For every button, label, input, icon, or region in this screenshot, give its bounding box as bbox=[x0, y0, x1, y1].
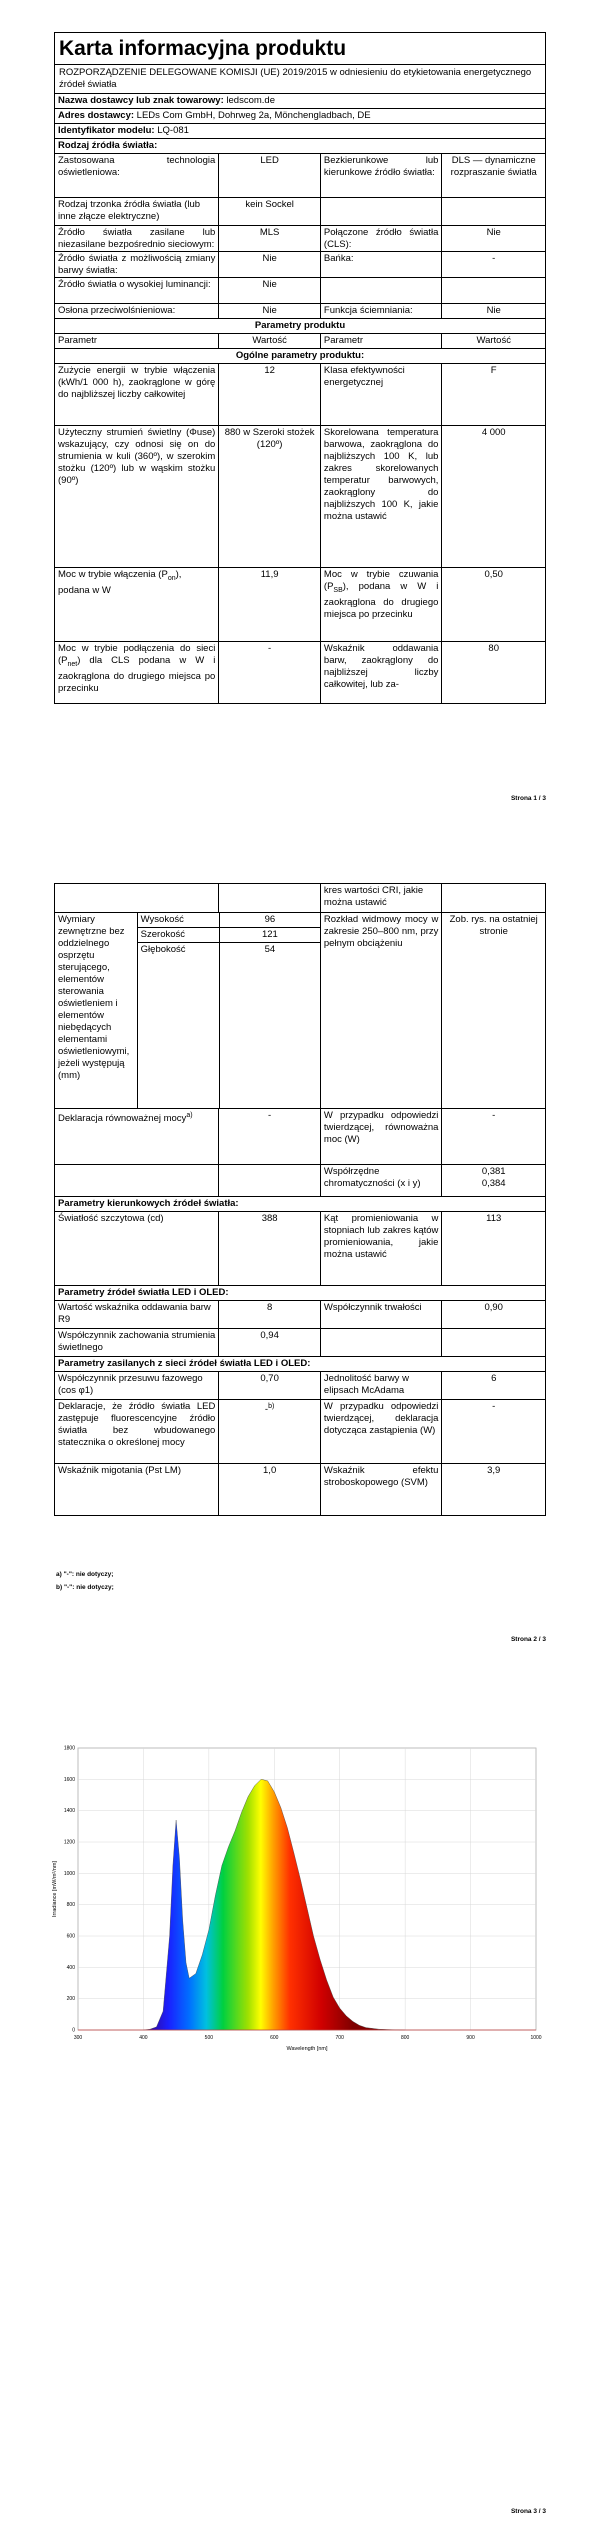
mains-value: MLS bbox=[218, 226, 320, 251]
supplier-row: Nazwa dostawcy lub znak towarowy: ledscom.de bbox=[58, 95, 275, 106]
equiv-power-value: - bbox=[218, 1109, 320, 1164]
height-label: Wysokość bbox=[140, 914, 184, 925]
lumen-maint-value: 0,94 bbox=[218, 1329, 320, 1356]
cct-label: Skorelowana temperatura barwowa, zaokrąglona do najbliższych 100 K, lub zakres skorelowanych temperatur barwowych, zaokrąglony do najbliższych 100 K, jakie można ustawić bbox=[320, 426, 442, 567]
connected-value: Nie bbox=[441, 226, 545, 251]
dimensions-label: Wymiary zewnętrzne bez oddzielnego osprzętu sterującego, elementów sterowania oświetleniem i elementów niebędących elementami oświetleniowymi, jeżeli występują (mm) bbox=[58, 914, 130, 1081]
networked-label: Moc w trybie podłączenia do sieci $(P_{net})$ dla CLS podana w W i zaokrąglona do drugiego miejsca po przecinku bbox=[58, 643, 216, 694]
x-axis-label: Wavelength [nm] bbox=[286, 2046, 328, 2052]
replacement-label: Deklaracje, że źródło światła LED zastępuje fluorescencyjne źródło światła bez wbudowanego statecznika o określonej mocy bbox=[58, 1401, 216, 1448]
connected-label: Połączone źródło światła (CLS): bbox=[320, 226, 442, 251]
col-header-param-1: Parametr bbox=[58, 335, 98, 346]
col-header-value-1: Wartość bbox=[218, 334, 320, 348]
colour-tunable-value: Nie bbox=[218, 252, 320, 277]
page-number: Strona 2 / 3 bbox=[510, 1636, 546, 1643]
led-heading: Parametry źródeł światła LED i OLED: bbox=[58, 1287, 229, 1298]
width-value: 121 bbox=[219, 928, 320, 942]
dimensions-grid bbox=[137, 913, 320, 1108]
page-3 bbox=[0, 1720, 595, 2526]
flicker-label: Wskaźnik migotania (Pst LM) bbox=[58, 1465, 182, 1476]
model-row: Identyfikator modelu: LQ-081 bbox=[58, 125, 189, 136]
spectral-label: Rozkład widmowy mocy w zakresie 250–800 nm, przy pełnym obciążeniu bbox=[320, 913, 442, 1108]
replacement-value: -$^{b)}$ bbox=[218, 1400, 320, 1463]
y-tick-label: 1200 bbox=[63, 1839, 75, 1846]
socket-value: kein Sockel bbox=[218, 198, 320, 225]
x-tick-label: 500 bbox=[204, 2035, 214, 2041]
depth-label: Głębokość bbox=[140, 944, 186, 955]
col-header-value-2: Wartość bbox=[441, 334, 545, 348]
spectral-value: Zob. rys. na ostatniej stronie bbox=[441, 913, 545, 1108]
power-on-label: Moc w trybie włączenia $(P_{on})$, podana w W bbox=[58, 569, 182, 596]
product-sheet-table-page-2 bbox=[54, 883, 546, 1516]
flux-value: 880 w Szeroki stożek (120º) bbox=[218, 426, 320, 567]
networked-value: - bbox=[218, 642, 320, 703]
colour-tunable-label: Źródło światła z możliwością zmiany barwy światła: bbox=[58, 253, 216, 276]
y-tick-label: 400 bbox=[66, 1964, 75, 1971]
tech-label: Zastosowana technologia oświetleniowa: bbox=[58, 155, 216, 178]
macadam-label: Jednolitość barwy w elipsach McAdama bbox=[320, 1372, 442, 1399]
x-tick-label: 600 bbox=[270, 2035, 279, 2041]
x-tick-label: 900 bbox=[466, 2035, 475, 2041]
x-tick-label: 300 bbox=[73, 2035, 83, 2041]
displacement-label: Współczynnik przesuwu fazowego (cos φ1) bbox=[58, 1373, 203, 1396]
dimmable-value: Nie bbox=[441, 304, 545, 318]
footnotes bbox=[56, 1568, 114, 1594]
beam-angle-value: 113 bbox=[441, 1212, 545, 1285]
mains-label: Źródło światła zasilane lub niezasilane bezpośrednio sieciowym: bbox=[58, 227, 216, 250]
envelope-label: Bańka: bbox=[320, 252, 442, 277]
peak-intensity-label: Światłość szczytowa (cd) bbox=[58, 1213, 164, 1224]
y-tick-label: 1000 bbox=[63, 1870, 75, 1877]
eff-class-value: F bbox=[441, 364, 545, 425]
beam-angle-label: Kąt promieniowania w stopniach lub zakres kątów promieniowania, jakie można ustawić bbox=[320, 1212, 442, 1285]
page-number: Strona 3 / 3 bbox=[510, 2508, 546, 2515]
tech-value: LED bbox=[218, 154, 320, 197]
width-label: Szerokość bbox=[140, 929, 186, 940]
general-heading: Ogólne parametry produktu: bbox=[235, 350, 365, 361]
replacement-watt-label: W przypadku odpowiedzi twierdzącej, deklaracja dotycząca zastąpienia (W) bbox=[320, 1400, 442, 1463]
dls-heading: Parametry kierunkowych źródeł światła: bbox=[58, 1198, 239, 1209]
standby-label: Moc w trybie czuwania $(P_{SB})$, podana w W i zaokrąglona do drugiego miejsca po przecinku bbox=[320, 568, 442, 641]
anti-glare-label: Osłona przeciwolśnieniowa: bbox=[58, 305, 176, 316]
height-value: 96 bbox=[219, 913, 320, 927]
survival-label: Współczynnik trwałości bbox=[320, 1301, 442, 1328]
x-tick-label: 700 bbox=[335, 2035, 344, 2041]
product-sheet-table-page-1 bbox=[54, 32, 546, 704]
directional-label: Bezkierunkowe lub kierunkowe źródło światła: bbox=[320, 154, 442, 197]
equiv-watt-label: W przypadku odpowiedzi twierdzącej, równoważna moc (W) bbox=[320, 1109, 442, 1164]
energy-label: Zużycie energii w trybie włączenia (kWh/1 000 h), zaokrąglone w górę do najbliższej liczby całkowitej bbox=[58, 365, 216, 400]
high-luminance-label: Źródło światła o wysokiej luminancji: bbox=[58, 279, 211, 290]
equiv-power-label: Deklaracja równoważnej mocy$^{a)}$ bbox=[58, 1112, 193, 1125]
address-row: Adres dostawcy: LEDs Com GmbH, Dohrweg 2a, Mönchengladbach, DE bbox=[58, 110, 371, 121]
y-tick-label: 1800 bbox=[63, 1745, 75, 1752]
survival-value: 0,90 bbox=[441, 1301, 545, 1328]
r9-value: 8 bbox=[218, 1301, 320, 1328]
peak-intensity-value: 388 bbox=[218, 1212, 320, 1285]
macadam-value: 6 bbox=[441, 1372, 545, 1399]
socket-label: Rodzaj trzonka źródła światła (lub inne złącze elektryczne) bbox=[58, 199, 201, 222]
y-tick-label: 800 bbox=[66, 1902, 75, 1909]
eff-class-label: Klasa efektywności energetycznej bbox=[320, 364, 442, 425]
spectral-distribution-chart bbox=[48, 1740, 546, 2056]
col-header-param-2: Parametr bbox=[320, 334, 442, 348]
flicker-value: 1,0 bbox=[218, 1464, 320, 1515]
anti-glare-value: Nie bbox=[218, 304, 320, 318]
footnote-a: a) "-": nie dotyczy; bbox=[56, 1571, 114, 1578]
params-heading: Parametry produktu bbox=[254, 320, 346, 331]
y-tick-label: 200 bbox=[66, 1996, 75, 2003]
page-2 bbox=[0, 868, 595, 1658]
cri-label: Wskaźnik oddawania barw, zaokrąglony do najbliższej liczby całkowitej, lub za- bbox=[320, 642, 442, 703]
y-tick-label: 600 bbox=[66, 1933, 75, 1940]
displacement-value: 0,70 bbox=[218, 1372, 320, 1399]
footnote-b: b) "-": nie dotyczy; bbox=[56, 1584, 114, 1591]
x-tick-label: 400 bbox=[139, 2035, 148, 2041]
energy-value: 12 bbox=[218, 364, 320, 425]
standby-value: 0,50 bbox=[441, 568, 545, 641]
y-tick-label: 0 bbox=[72, 2027, 75, 2034]
replacement-watt-value: - bbox=[441, 1400, 545, 1463]
x-tick-label: 1000 bbox=[530, 2035, 542, 2041]
cct-value: 4 000 bbox=[441, 426, 545, 567]
flux-label: Użyteczny strumień świetlny (Φuse) wskazujący, czy odnosi się on do strumienia w kuli (360º), w szerokim stożku (120º) lub w wąskim stożku (90º) bbox=[58, 427, 216, 486]
y-tick-label: 1600 bbox=[63, 1776, 75, 1783]
x-tick-label: 800 bbox=[400, 2035, 410, 2041]
source-type-heading: Rodzaj źródła światła: bbox=[58, 140, 158, 151]
envelope-value: - bbox=[441, 252, 545, 277]
mains-led-heading: Parametry zasilanych z sieci źródeł światła LED i OLED: bbox=[58, 1358, 311, 1369]
page-title: Karta informacyjna produktu bbox=[59, 37, 347, 60]
dimmable-label: Funkcja ściemniania: bbox=[320, 304, 442, 318]
regulation-text: ROZPORZĄDZENIE DELEGOWANE KOMISJI (UE) 2019/2015 w odniesieniu do etykietowania energetycznego źródeł światła bbox=[59, 67, 532, 90]
high-luminance-value: Nie bbox=[218, 278, 320, 303]
depth-value: 54 bbox=[219, 943, 320, 1108]
equiv-watt-value: - bbox=[441, 1109, 545, 1164]
y-axis-label: Irradiance [mW/m²/nm] bbox=[52, 1861, 58, 1917]
svm-label: Wskaźnik efektu stroboskopowego (SVM) bbox=[320, 1464, 442, 1515]
directional-value: DLS — dynamiczne rozpraszanie światła bbox=[441, 154, 545, 197]
power-on-value: 11,9 bbox=[218, 568, 320, 641]
r9-label: Wartość wskaźnika oddawania barw R9 bbox=[58, 1302, 211, 1325]
cri-cont-label: kres wartości CRI, jakie można ustawić bbox=[320, 884, 442, 912]
page-number: Strona 1 / 3 bbox=[510, 795, 546, 802]
page-1 bbox=[0, 0, 595, 825]
cri-value: 80 bbox=[441, 642, 545, 703]
svm-value: 3,9 bbox=[441, 1464, 545, 1515]
chroma-values: 0,381 0,384 bbox=[441, 1165, 545, 1196]
chroma-label: Współrzędne chromatyczności (x i y) bbox=[320, 1165, 442, 1196]
lumen-maint-label: Współczynnik zachowania strumienia świetlnego bbox=[58, 1330, 216, 1353]
y-tick-label: 1400 bbox=[63, 1808, 75, 1815]
